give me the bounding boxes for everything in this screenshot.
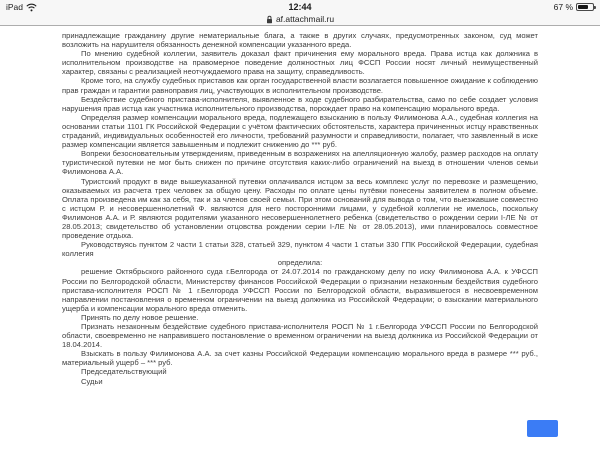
status-right [554,2,594,12]
signature-line-presiding: Председательствующий [81,367,167,377]
document-paragraph: решение Октябрьского районного суда г.Белгорода от 24.07.2014 по гражданскому делу по иску Филимонова А.А. к УФССП России по Белгородской области, Министерству финансов Российской Федерации о признании незаконным бездействия судебного пристава-исполнителя РОСП № 1 г.Белгорода УФССП России по Белгородской области, выразившегося в несвоевременном направлении постановления о временном ограничении на выезд должника из Российской Федерации; о взыскании материального ущерба и компенсации морального вреда отменить. [62,267,538,313]
document-paragraph: принадлежащие гражданину другие нематериальные блага, а также в других случаях, предусмотренных законом, суд может возложить на нарушителя обязанность денежной компенсации указанного вреда. [62,31,538,50]
battery-fill [578,5,588,9]
document-paragraph: Определяя размер компенсации морального вреда, подлежащего взысканию в пользу Филимонова А.А., судебная коллегия на основании статьи 1101 ГК Российской Федерации с учётом фактических обстоятельств, характера причиненных истцу нравственных страданий, индивидуальных особенностей его личности, требований разумности и справедливости, полагает, что заявленный в иске размер компенсации является завышенным и подлежит снижению до *** руб. [62,112,538,150]
document-paragraph: Признать незаконным бездействие судебного пристава-исполнителя РОСП № 1 г.Белгорода УФССП России по Белгородской области, своевременно не направившего постановление о временном ограничении на выезд должника из Российской Федерации от 18.04.2014. [62,322,538,350]
document-paragraph: Туристский продукт в виде вышеуказанной путевки оплачивался истцом за весь комплекс услуг по перевозке и размещению, оказываемых из расчета трех человек за общую цену. Расходы по оплате цены путёвки понесены заявителем в полном объеме. Оплата произведена им как за себя, так и за членов своей семьи. При этом оснований для вывода о том, что выезжавшие совместно с истцом Р. и несовершеннолетний Ф. являются для него посторонними лицами, у судебной коллегии не имелось, поскольку Филимонов А.А. и Р. являются родителями указанного несовершеннолетнего ребенка (свидетельство о рождении серии I-ЛЕ № от 28.05.2013; свидетельство об установлении отцовства рождении серии I-ЛЕ № от 28.05.2013), ими планировалось совместное проведение отдыха. [62,176,538,241]
battery-nub [594,6,596,9]
safari-top-chrome [0,0,600,26]
lock-icon [266,15,273,24]
status-bar [0,2,600,13]
document-paragraph: Бездействие судебного пристава-исполнителя, выявленное в ходе судебного разбирательства, само по себе создает условия нарушения прав истца как участника исполнительного производства, порождает право на компенсацию морального вреда. [62,94,538,113]
battery-icon [576,3,594,11]
document-paragraph: Принять по делу новое решение. [81,312,199,322]
document-paragraph: Руководствуясь пунктом 2 части 1 статьи 328, статьей 329, пунктом 4 части 1 статьи 330 ГПК Российской Федерации, судебная коллегия [62,240,538,259]
document-paragraph: Взыскать в пользу Филимонова А.А. за счет казны Российской Федерации компенсацию морального вреда в размере *** руб., материальный ущерб – *** руб. [62,349,538,368]
url-text: af.attachmail.ru [275,14,335,24]
document-page [0,27,600,450]
ruling-heading: определила: [277,258,323,268]
document-paragraph: По мнению судебной коллегии, заявитель доказал факт причинения ему морального вреда. Права истца как должника в исполнительном производстве на правомерное поведение должностных лиц ФССП России носят личный неимущественный характер, связаны с реализацией неотчуждаемого права на защиту, справедливость. [62,49,538,77]
document-paragraph: Вопреки безосновательным утверждениям, приведенным в возражениях на апелляционную жалобу, размер расходов на оплату туристической путевки не мог быть снижен по причине отсутствия каких-либо ограничений на выезд в отношении членов семьи Филимонова А.А. [62,149,538,177]
battery-percent-label: 67 % [553,2,573,12]
document-paragraph: Кроме того, на службу судебных приставов как орган государственной власти возлагается повышенное ожидание к соблюдению прав граждан и гарантии равноправия лиц, участвующих в исполнительном производстве. [62,76,538,95]
signature-line-judges: Судьи [81,376,103,386]
clock: 12:44 [288,2,312,12]
address-bar[interactable] [0,13,600,25]
device-label: iPad [6,2,24,12]
blue-badge[interactable] [527,420,558,437]
